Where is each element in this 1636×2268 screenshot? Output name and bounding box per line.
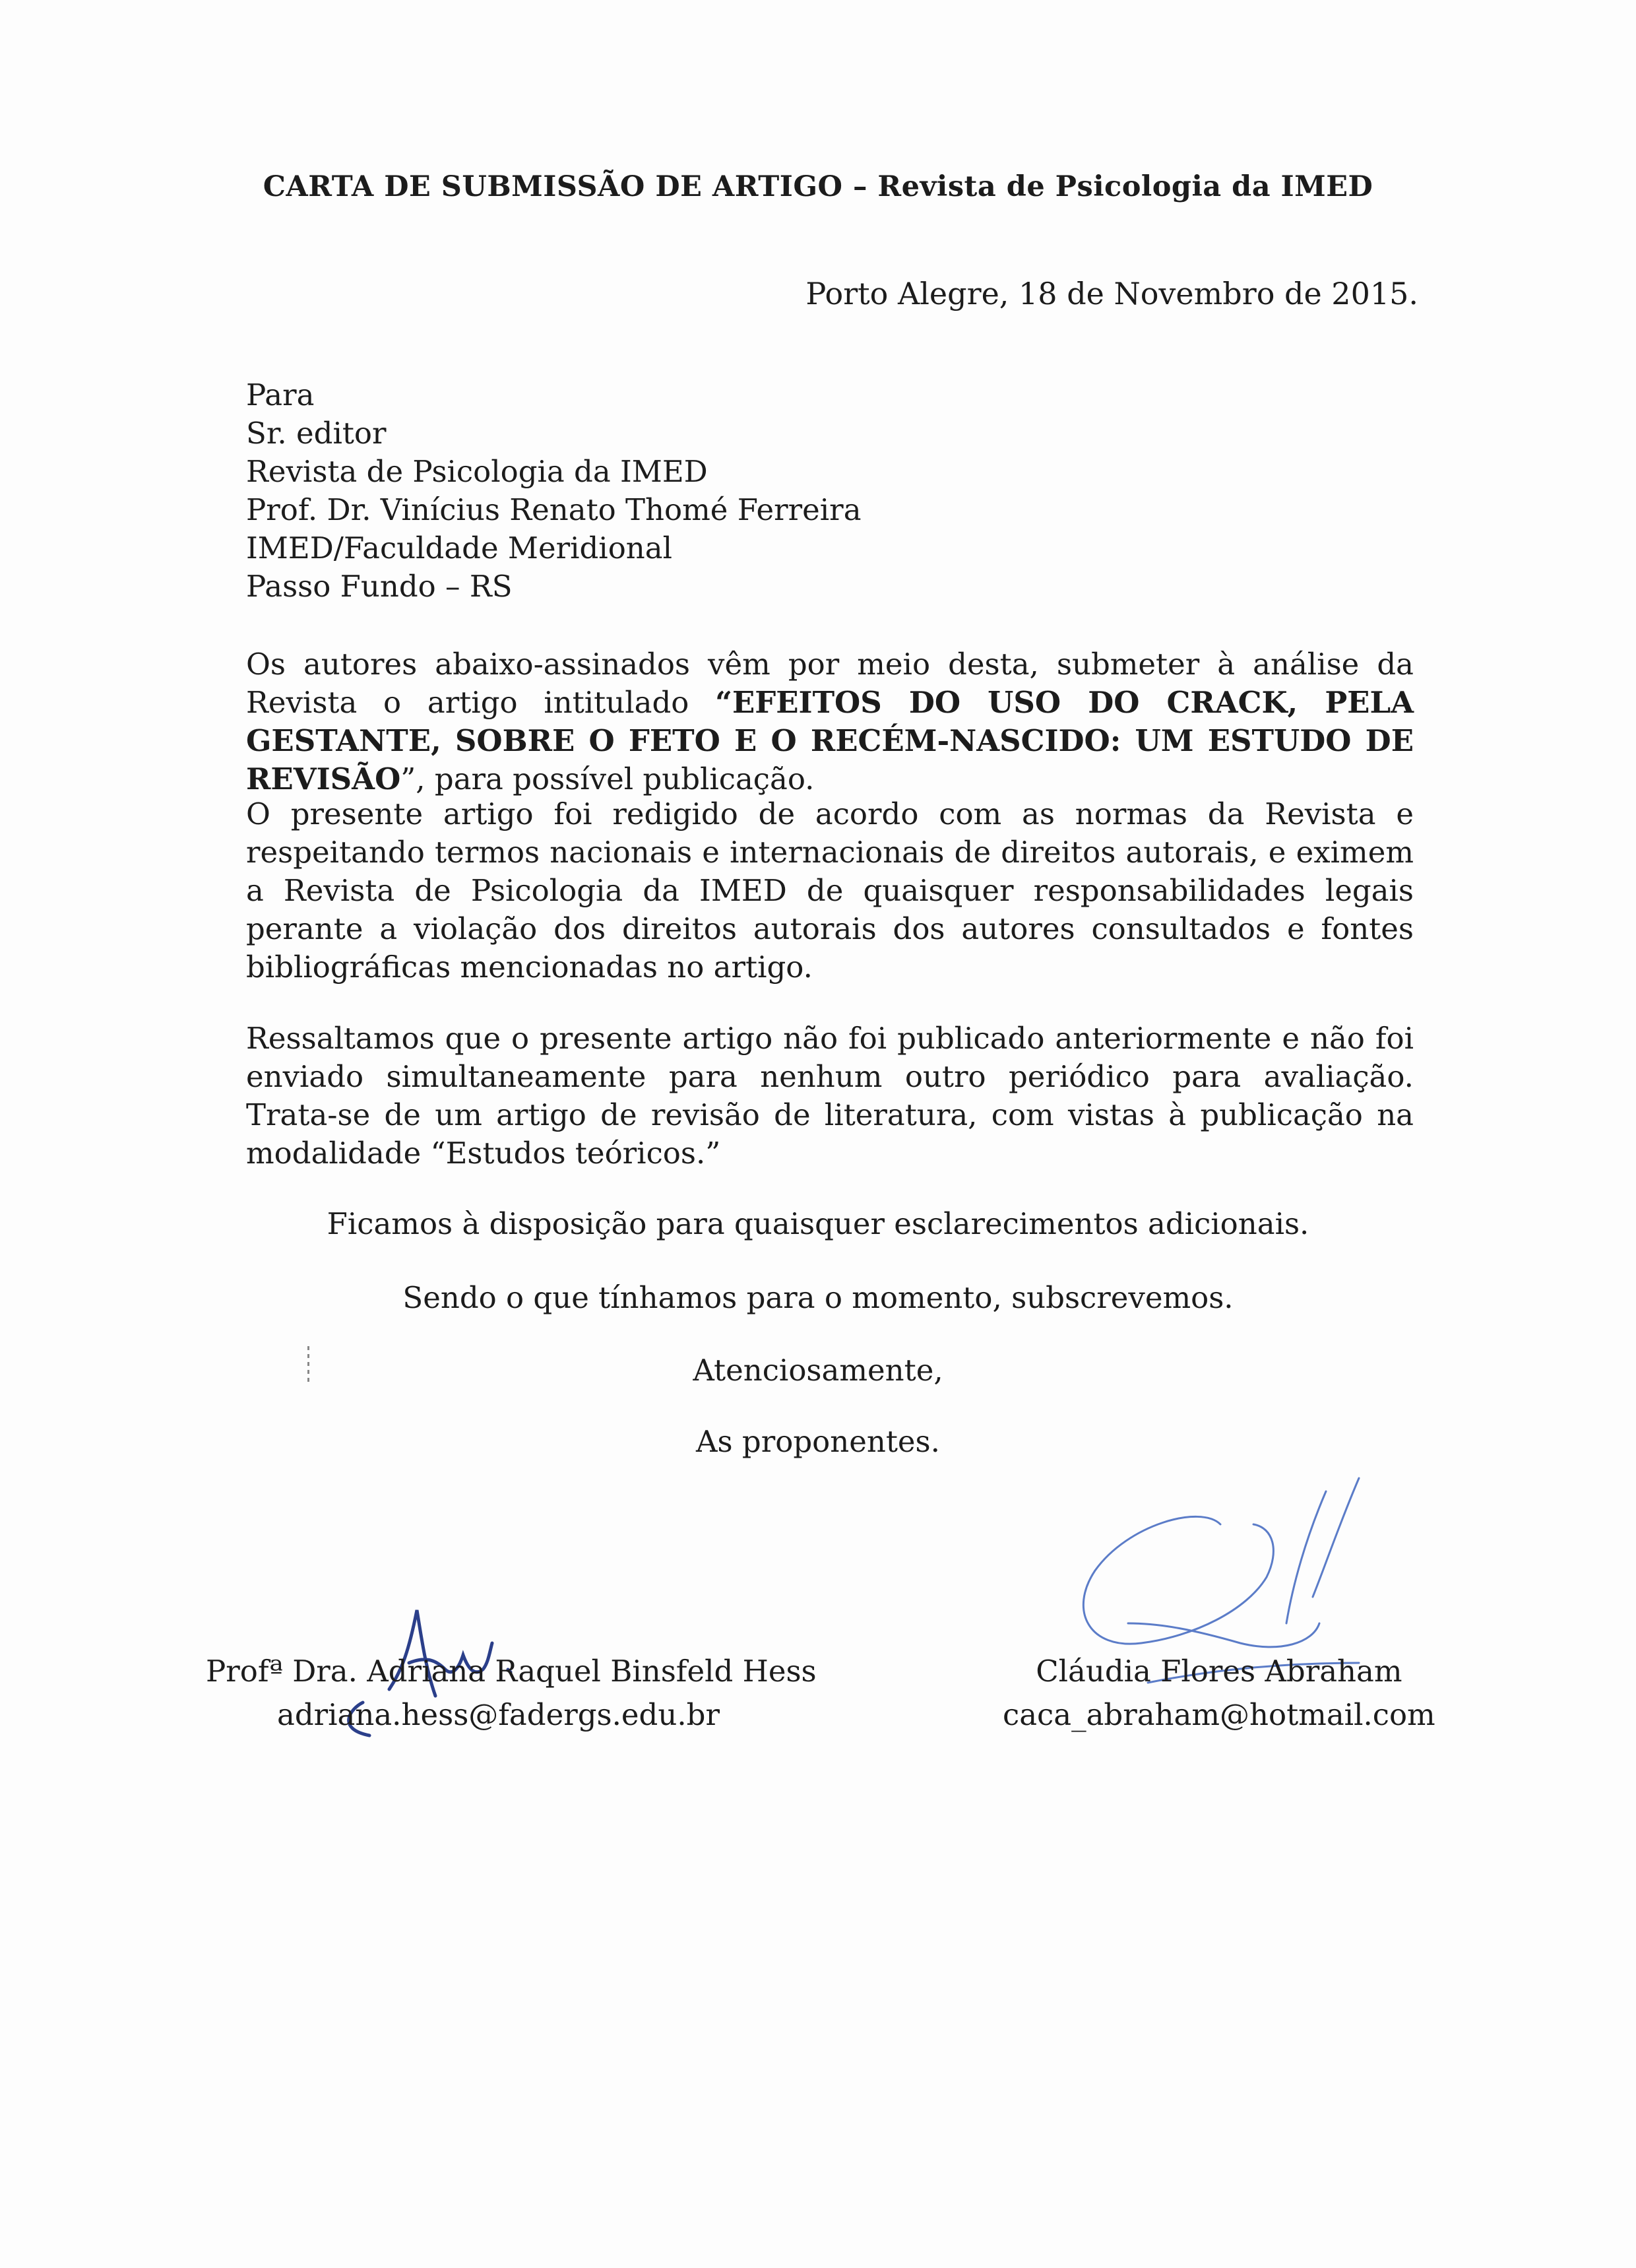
paragraph-submission xyxy=(246,645,1414,798)
recipient-line: IMED/Faculdade Meridional xyxy=(246,531,672,566)
recipient-line: Para xyxy=(246,377,315,412)
signer-right xyxy=(1003,1650,1435,1737)
letter-title: CARTA DE SUBMISSÃO DE ARTIGO – Revista de Psicologia da IMED xyxy=(263,170,1373,203)
recipient-block xyxy=(246,376,862,606)
letter-date: Porto Alegre, 18 de Novembro de 2015. xyxy=(805,276,1418,311)
scan-artifact xyxy=(307,1346,309,1386)
recipient-line: Prof. Dr. Vinícius Renato Thomé Ferreira xyxy=(246,492,862,527)
closing-line: Atenciosamente, xyxy=(693,1353,943,1388)
closing-line: As proponentes. xyxy=(696,1424,940,1459)
closing-line: Sendo o que tínhamos para o momento, subscrevemos. xyxy=(402,1280,1234,1315)
paragraph-text: Os autores abaixo-assinados vêm por meio desta, submeter à análise da Revista o artigo intitulado xyxy=(246,647,1414,720)
signer-left xyxy=(206,1650,817,1737)
article-title: “EFEITOS DO USO DO CRACK, PELA GESTANTE, SOBRE O FETO E O RECÉM-NASCIDO: UM ESTUDO DE REVISÃO xyxy=(246,685,1414,796)
signer-name: Cláudia Flores Abraham xyxy=(1036,1654,1402,1689)
closing-line: Ficamos à disposição para quaisquer esclarecimentos adicionais. xyxy=(327,1206,1309,1241)
signer-email: adriana.hess@fadergs.edu.br xyxy=(277,1697,720,1732)
paragraph-copyright: O presente artigo foi redigido de acordo com as normas da Revista e respeitando termos nacionais e internacionais de direitos autorais, e eximem a Revista de Psicologia da IMED de quaisquer responsabilidades legais perante a violação dos direitos autorais dos autores consultados e fontes bibliográficas mencionadas no artigo. xyxy=(246,796,1414,985)
signer-name: Profª Dra. Adriana Raquel Binsfeld Hess xyxy=(206,1654,817,1689)
signer-email: caca_abraham@hotmail.com xyxy=(1003,1697,1435,1732)
recipient-line: Passo Fundo – RS xyxy=(246,569,513,604)
paragraph-originality: Ressaltamos que o presente artigo não foi publicado anteriormente e não foi enviado simultaneamente para nenhum outro periódico para avaliação. Trata-se de um artigo de revisão de literatura, com vistas à publicação na modalidade “Estudos teóricos.” xyxy=(246,1021,1414,1171)
recipient-line: Revista de Psicologia da IMED xyxy=(246,454,708,489)
recipient-line: Sr. editor xyxy=(246,416,387,451)
paragraph-text: ”, para possível publicação. xyxy=(400,761,815,796)
